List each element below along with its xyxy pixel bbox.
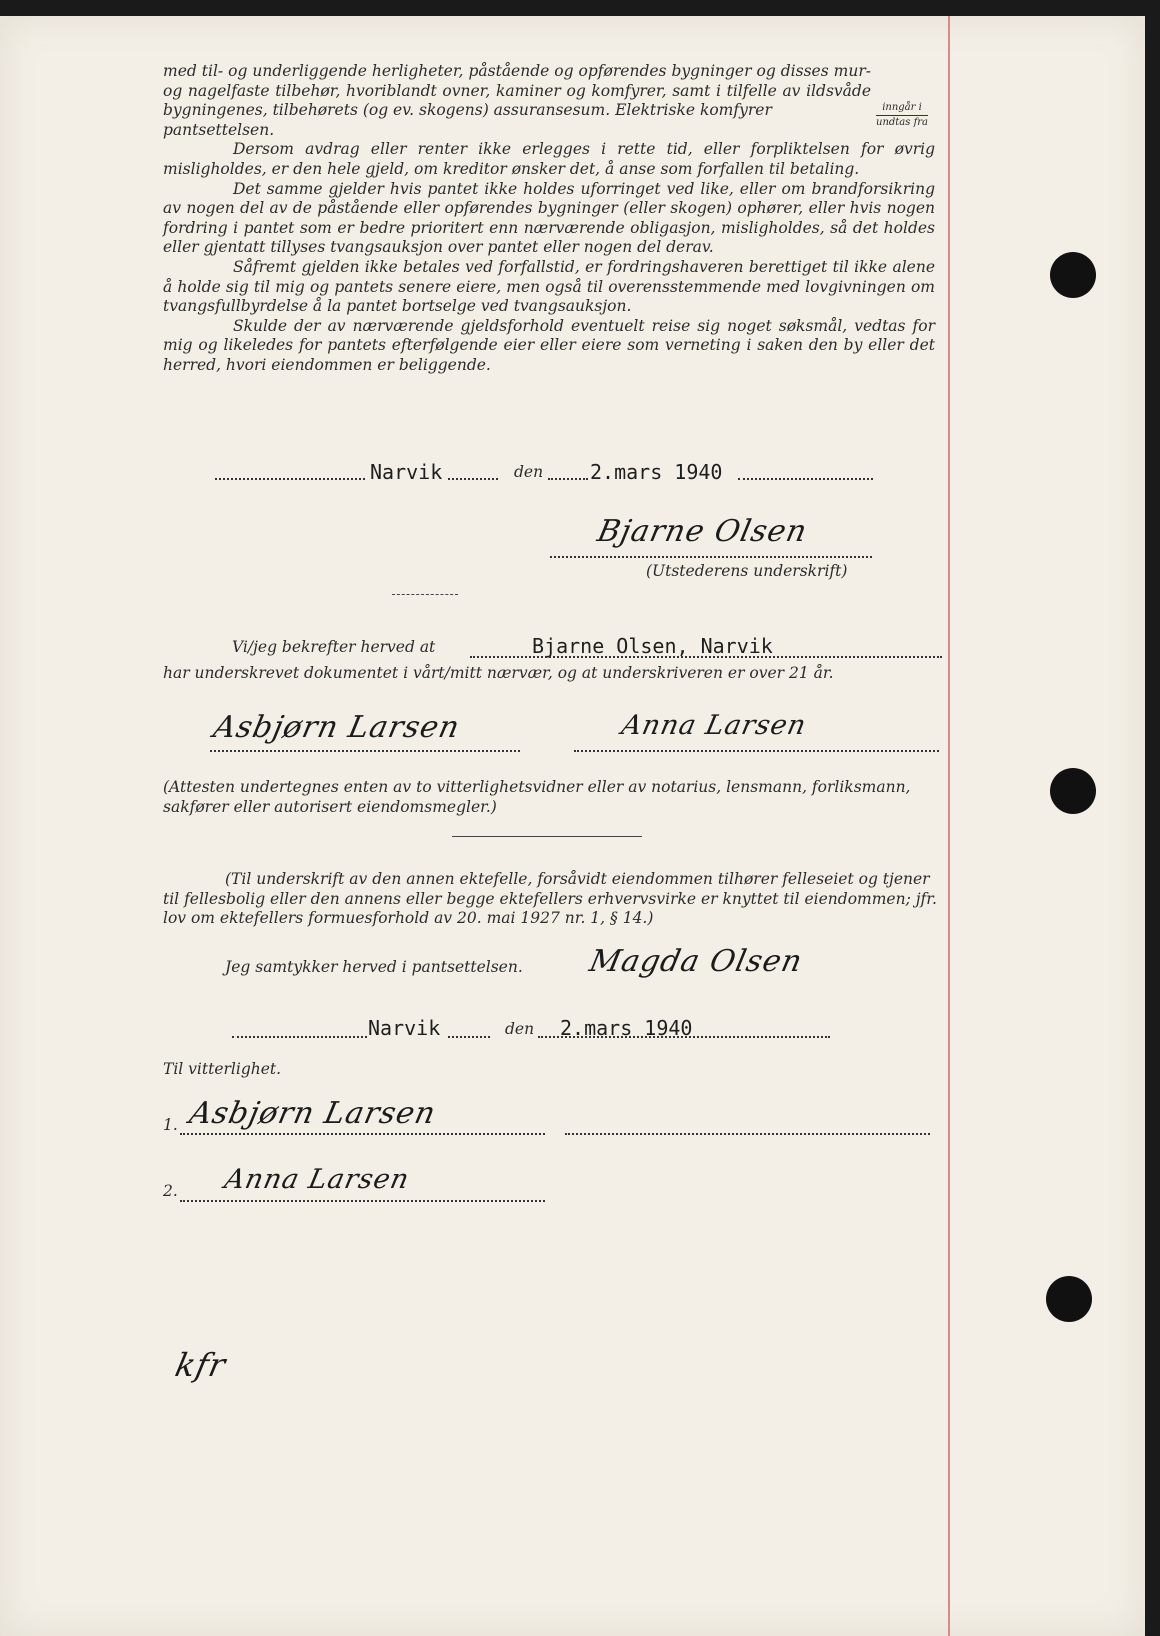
fraction-note [876, 102, 928, 129]
document-page [0, 16, 1145, 1636]
issuer-signature: Bjarne Olsen [594, 514, 811, 549]
initials: kfr [171, 1346, 230, 1384]
witness-signature-2: Anna Larsen [618, 710, 810, 741]
den-label-1: den [514, 463, 544, 481]
consent-text: Jeg samtykker herved i pantsettelsen. [225, 958, 523, 976]
binder-hole-middle [1050, 768, 1096, 814]
den-label-2: den [505, 1020, 535, 1038]
confirm-prefix: Vi/jeg bekrefter herved at [232, 638, 436, 656]
paragraph-5: Skulde der av nærværende gjeldsforhold eventuelt reise sig noget søksmål, vedtas for mig og likeledes for pantets efterfølgende eier eller eiere som verneting i saken den by eller det herred, hvori eiendommen er beliggende. [163, 316, 935, 374]
place-field-2: Narvik [368, 1016, 441, 1040]
witness-signature-1: Asbjørn Larsen [210, 710, 464, 745]
attest-note: (Attesten undertegnes enten av to vitterlighetsvidner eller av notarius, lensmann, forliksmann, sakfører eller autorisert eiendomsmegler.) [163, 778, 911, 816]
binder-hole-bottom [1046, 1276, 1092, 1322]
til-vitterlighet: Til vitterlighet. [163, 1060, 282, 1078]
fraction-bottom: undtas fra [876, 117, 929, 128]
consent-signature: Magda Olsen [586, 944, 806, 979]
paragraph-2: Dersom avdrag eller renter ikke erlegges i rette tid, eller forpliktelsen for øvrig misligholdes, er den hele gjeld, om kreditor ønsker det, å anse som forfallen til betaling. [163, 140, 935, 178]
confirm-name: Bjarne Olsen, Narvik [532, 634, 773, 658]
spouse-note: (Til underskrift av den annen ektefelle, forsåvidt eiendommen tilhører felleseiet og tjener til fellesbolig eller den annens eller begge ektefellers erhvervsvirke er knyttet til eiendommen; jfr. lov om ektefellers formuesforhold av 20. mai 1927 nr. 1, § 14.) [163, 870, 937, 928]
divider [452, 836, 642, 837]
paragraph-1: med til- og underliggende herligheter, påstående og opførendes bygninger og disses mur- og nagelfaste tilbehør, hvoriblandt ovner, kaminer og komfyrer, samt i tilfelle av ildsvåde bygningenes, tilbehørets (og ev. skogens) assuransesum. Elektriske komfyrer [163, 62, 871, 120]
body-text [163, 62, 935, 376]
vitterlighet-signature-1: Asbjørn Larsen [186, 1096, 440, 1131]
fraction-top: inngår i [882, 102, 922, 113]
binder-hole-top [1050, 252, 1096, 298]
paragraph-3: Det samme gjelder hvis pantet ikke holdes uforringet ved like, eller om brandforsikring av nogen del av de påstående eller opførendes bygninger (eller skogen) ophører, eller hvis nogen fordring i pantet som er bedre prioritert enn nærværende obligasjon, misligholdes, så det holdes eller gjentatt tillyses tvangsauksjon over pantet eller nogen del derav. [163, 179, 935, 257]
paragraph-1-end: pantsettelsen. [163, 120, 275, 139]
issuer-caption: (Utstederens underskrift) [646, 562, 848, 580]
confirm-line-2: har underskrevet dokumentet i vårt/mitt nærvær, og at underskriveren er over 21 år. [163, 664, 834, 682]
paragraph-4: Såfremt gjelden ikke betales ved forfallstid, er fordringshaveren berettiget til ikke alene å holde sig til mig og pantets senere eiere, men også til overensstemmende med lovgivningen om tvangsfullbyrdelse å la pantet bortselge ved tvangsauksjon. [163, 257, 935, 316]
date-field-1: 2.mars 1940 [590, 460, 723, 484]
witness-number-1: 1. [163, 1116, 178, 1134]
date-field-2: 2.mars 1940 [560, 1016, 693, 1040]
red-margin-line [948, 16, 950, 1636]
vitterlighet-signature-2: Anna Larsen [221, 1164, 413, 1195]
place-field-1: Narvik [370, 460, 443, 484]
witness-number-2: 2. [163, 1182, 178, 1200]
